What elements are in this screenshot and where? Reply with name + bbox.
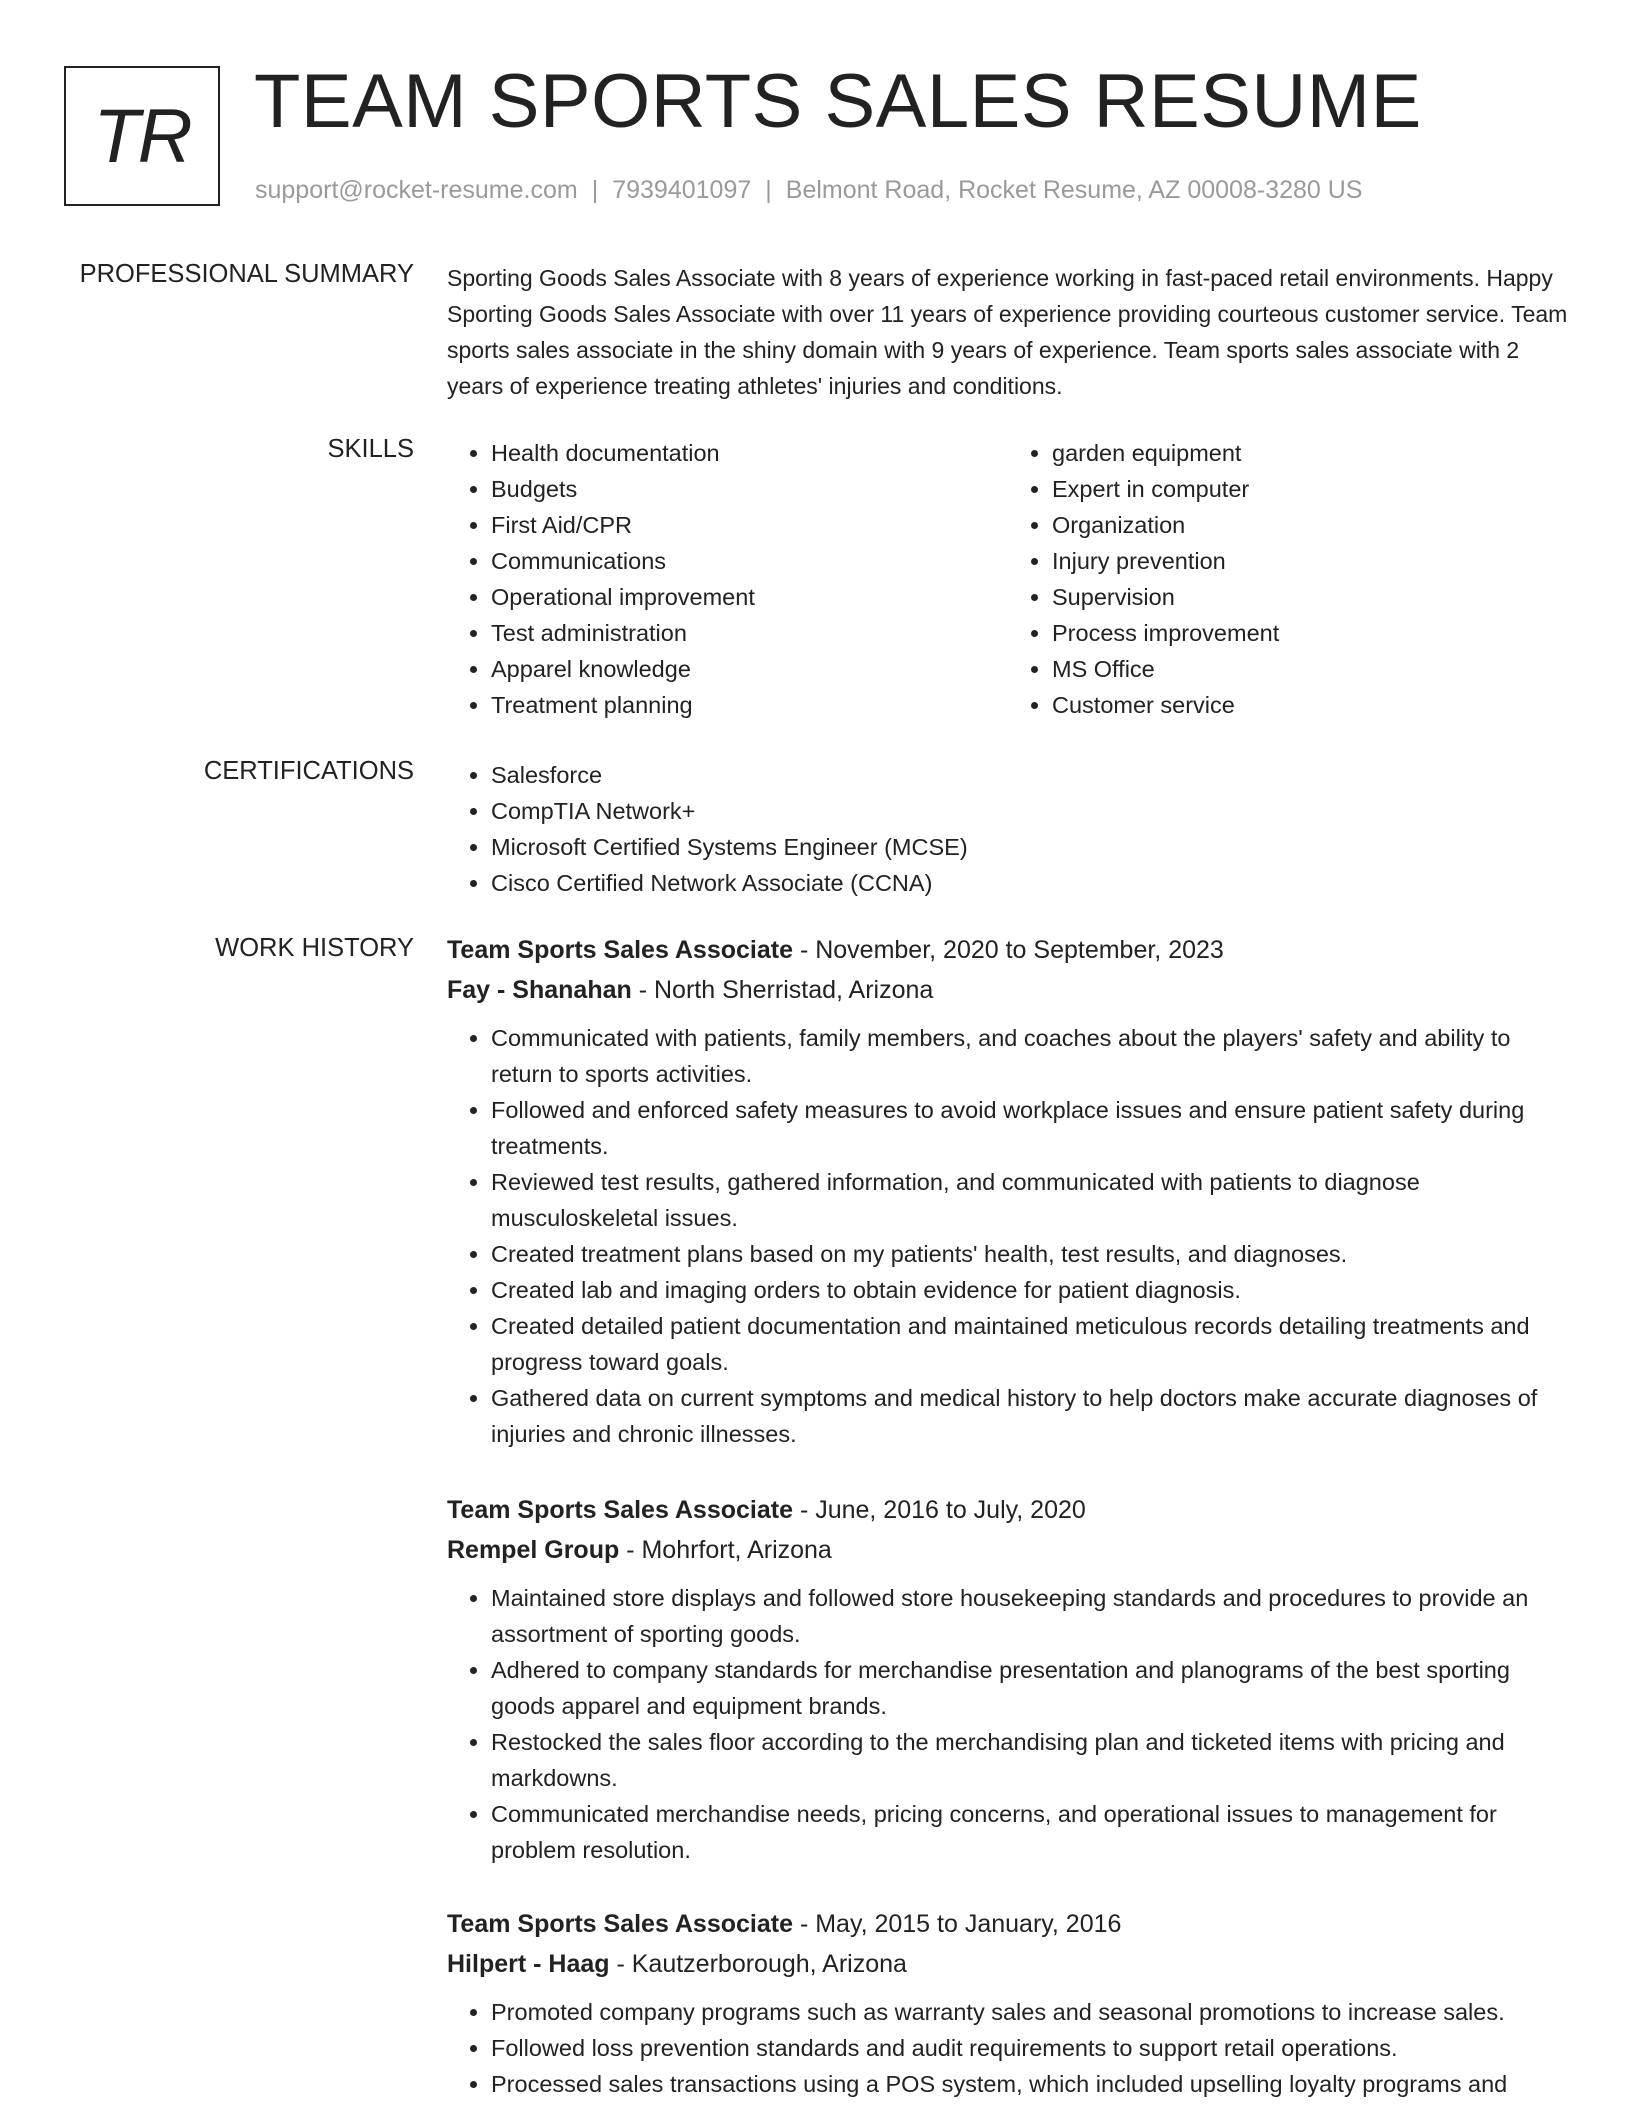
job-title-line xyxy=(447,1490,1569,1530)
certification-item: • Cisco Certified Network Associate (CCNA) xyxy=(491,865,1569,901)
summary-text: Sporting Goods Sales Associate with 8 years of experience working in fast-paced retail environments. Happy Sporting Goods Sales Associate with over 11 years of experience providing courteous customer service. Team sports sales associate in the shiny domain with 9 years of experience. Team sports sales associate with 2 years of experience treating athletes' injuries and conditions. xyxy=(447,265,1568,399)
skill-item: • Test administration xyxy=(491,615,1008,651)
job-duty: • Promoted company programs such as warranty sales and seasonal promotions to increase sales. xyxy=(491,1994,1569,2030)
job-location: - Kautzerborough, Arizona xyxy=(616,1950,907,1978)
job-dates: - November, 2020 to September, 2023 xyxy=(799,936,1224,964)
skill-item: • garden equipment xyxy=(1052,435,1569,471)
job-dates: - May, 2015 to January, 2016 xyxy=(799,1910,1122,1938)
certification-item: • Salesforce xyxy=(491,757,1569,793)
skill-item: • Treatment planning xyxy=(491,687,1008,723)
monogram-initials: TR xyxy=(93,93,191,179)
skill-item: • MS Office xyxy=(1052,651,1569,687)
skills-list-left xyxy=(447,435,1008,723)
job-company: Hilpert - Haag xyxy=(447,1950,610,1978)
job-duty: • Communicated with patients, family members, and coaches about the players' safety and ability to return to sports activities. xyxy=(491,1020,1569,1092)
job-duty: • Maintained store displays and followed store housekeeping standards and procedures to provide an assortment of sporting goods. xyxy=(491,1580,1569,1652)
job-duties xyxy=(447,1020,1569,1452)
job-duty: • Followed loss prevention standards and audit requirements to support retail operations. xyxy=(491,2030,1569,2066)
job-duty: • Restocked the sales floor according to the merchandising plan and ticketed items with pricing and markdowns. xyxy=(491,1724,1569,1796)
contact-line xyxy=(255,176,1362,205)
job-company-line xyxy=(447,1530,1569,1570)
skills-heading: SKILLS xyxy=(327,435,414,463)
skill-item: • Apparel knowledge xyxy=(491,651,1008,687)
job-duty: • Created detailed patient documentation and maintained meticulous records detailing treatments and progress toward goals. xyxy=(491,1308,1569,1380)
work-history-heading: WORK HISTORY xyxy=(215,934,414,962)
job-duty: • Adhered to company standards for merchandise presentation and planograms of the best sporting goods apparel and equipment brands. xyxy=(491,1652,1569,1724)
skill-item: • Process improvement xyxy=(1052,615,1569,651)
skill-item: • First Aid/CPR xyxy=(491,507,1008,543)
contact-separator: | xyxy=(591,176,599,204)
certifications-list xyxy=(447,757,1569,901)
job-title-line xyxy=(447,1904,1569,1944)
skill-item: • Supervision xyxy=(1052,579,1569,615)
job-title: Team Sports Sales Associate xyxy=(447,1496,793,1524)
job-company: Rempel Group xyxy=(447,1536,620,1564)
certification-item: • CompTIA Network+ xyxy=(491,793,1569,829)
skill-item: • Organization xyxy=(1052,507,1569,543)
certification-item: • Microsoft Certified Systems Engineer (MCSE) xyxy=(491,829,1569,865)
job-title: Team Sports Sales Associate xyxy=(447,936,793,964)
job-location: - North Sherristad, Arizona xyxy=(638,976,934,1004)
contact-address: Belmont Road, Rocket Resume, AZ 00008-3280 US xyxy=(785,176,1363,204)
job-duty: • Gathered data on current symptoms and medical history to help doctors make accurate diagnoses of injuries and chronic illnesses. xyxy=(491,1380,1569,1452)
skill-item: • Budgets xyxy=(491,471,1008,507)
resume-title: TEAM SPORTS SALES RESUME xyxy=(254,59,1422,144)
skill-item: • Operational improvement xyxy=(491,579,1008,615)
contact-phone[interactable]: 7939401097 xyxy=(612,176,752,204)
skills-list-right xyxy=(1008,435,1569,723)
job-company-line xyxy=(447,1944,1569,1984)
job-duty: • Communicated merchandise needs, pricing concerns, and operational issues to management for problem resolution. xyxy=(491,1796,1569,1868)
skill-item: • Expert in computer xyxy=(1052,471,1569,507)
skill-item: • Injury prevention xyxy=(1052,543,1569,579)
contact-separator: | xyxy=(765,176,772,204)
job-title-line xyxy=(447,930,1569,970)
job-company-line xyxy=(447,970,1569,1010)
certifications-heading: CERTIFICATIONS xyxy=(203,757,414,785)
job-duty: • Followed and enforced safety measures to avoid workplace issues and ensure patient safety during treatments. xyxy=(491,1092,1569,1164)
skill-item: • Health documentation xyxy=(491,435,1008,471)
job-company: Fay - Shanahan xyxy=(447,976,632,1004)
job-duty: • Processed sales transactions using a POS system, which included upselling loyalty programs and xyxy=(491,2066,1569,2102)
skill-item: • Communications xyxy=(491,543,1008,579)
job-duty: • Reviewed test results, gathered information, and communicated with patients to diagnose musculoskeletal issues. xyxy=(491,1164,1569,1236)
job-dates: - June, 2016 to July, 2020 xyxy=(799,1496,1086,1524)
contact-email[interactable]: support@rocket-resume.com xyxy=(255,176,578,204)
job-duty: • Created lab and imaging orders to obtain evidence for patient diagnosis. xyxy=(491,1272,1569,1308)
job-duties xyxy=(447,1580,1569,1868)
job-title: Team Sports Sales Associate xyxy=(447,1910,793,1938)
job-duty: • Created treatment plans based on my patients' health, test results, and diagnoses. xyxy=(491,1236,1569,1272)
summary-heading: PROFESSIONAL SUMMARY xyxy=(79,260,414,288)
skill-item: • Customer service xyxy=(1052,687,1569,723)
job-location: - Mohrfort, Arizona xyxy=(626,1536,832,1564)
monogram-box xyxy=(64,66,220,206)
job-duties xyxy=(447,1994,1569,2102)
